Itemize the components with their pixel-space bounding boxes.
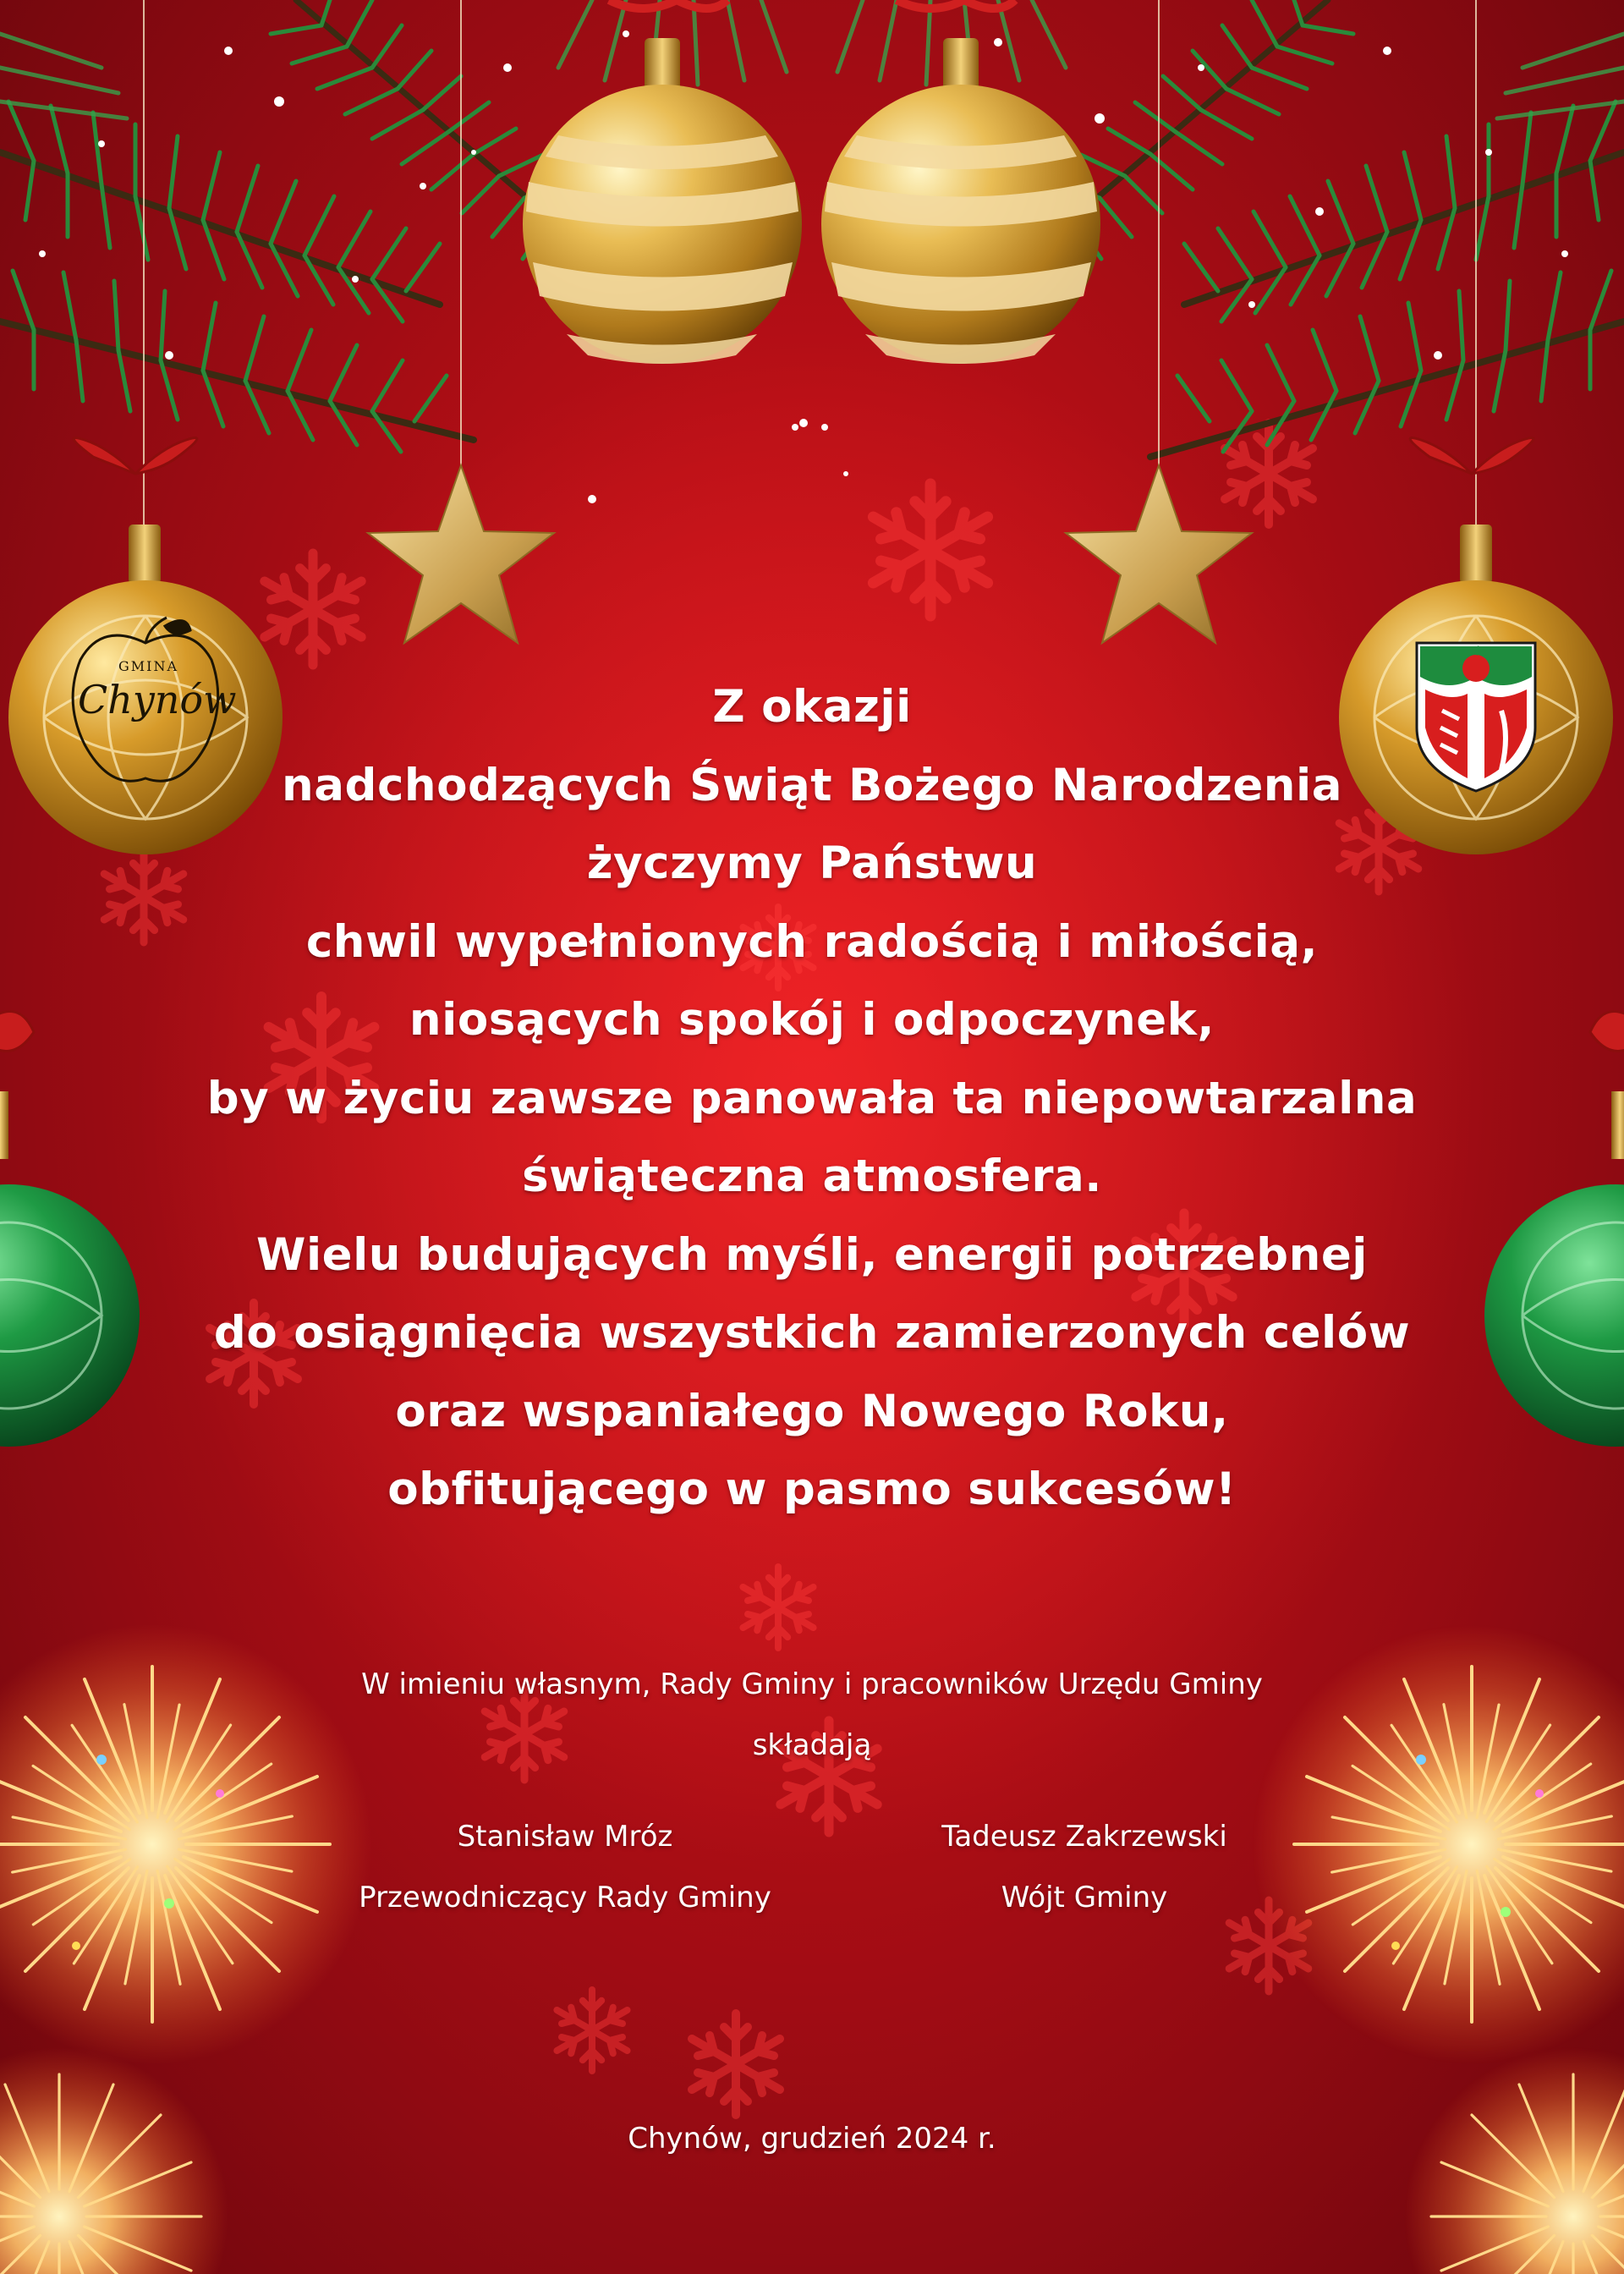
- greeting-line: świąteczna atmosfera.: [522, 1151, 1102, 1202]
- greeting-line: obfitującego w pasmo sukcesów!: [387, 1464, 1237, 1515]
- greeting-line: niosących spokój i odpoczynek,: [409, 994, 1215, 1046]
- greeting-line: do osiągnięcia wszystkich zamierzonych celów: [213, 1307, 1411, 1359]
- firework-icon: [0, 2047, 228, 2274]
- greeting-line: nadchodzących Świąt Bożego Narodzenia: [282, 759, 1342, 811]
- signatory-right: [788, 1806, 1380, 1928]
- signoff-line: składają: [752, 1728, 872, 1762]
- signatory-left: [269, 1806, 861, 1928]
- gold-striped-bauble-icon: [523, 38, 802, 364]
- greeting-line: chwil wypełnionych radością i miłością,: [305, 915, 1319, 968]
- signatory-role: Przewodniczący Rady Gminy: [359, 1881, 771, 1914]
- signoff: [0, 1654, 1624, 1776]
- place-date: Chynów, grudzień 2024 r.: [628, 2122, 996, 2156]
- logo-top-text: GMINA: [118, 658, 179, 674]
- greeting-line: życzymy Państwu: [586, 838, 1038, 889]
- logo-main-text: Chynów: [78, 677, 237, 722]
- signatory-name: Stanisław Mróz: [457, 1820, 673, 1854]
- gold-striped-bauble-icon: [821, 38, 1100, 364]
- greeting-line: by w życiu zawsze panowała ta niepowtarzalna: [206, 1072, 1418, 1124]
- greeting-line: oraz wspaniałego Nowego Roku,: [395, 1385, 1229, 1437]
- firework-icon: [1404, 2047, 1624, 2274]
- greeting: [0, 668, 1624, 1530]
- greeting-line: Wielu budujących myśli, energii potrzebnej: [256, 1228, 1368, 1281]
- greeting-line: Z okazji: [712, 681, 912, 733]
- signoff-line: W imieniu własnym, Rady Gminy i pracowników Urzędu Gminy: [361, 1667, 1263, 1701]
- signatory-role: Wójt Gminy: [1001, 1881, 1168, 1914]
- signatory-name: Tadeusz Zakrzewski: [941, 1820, 1227, 1854]
